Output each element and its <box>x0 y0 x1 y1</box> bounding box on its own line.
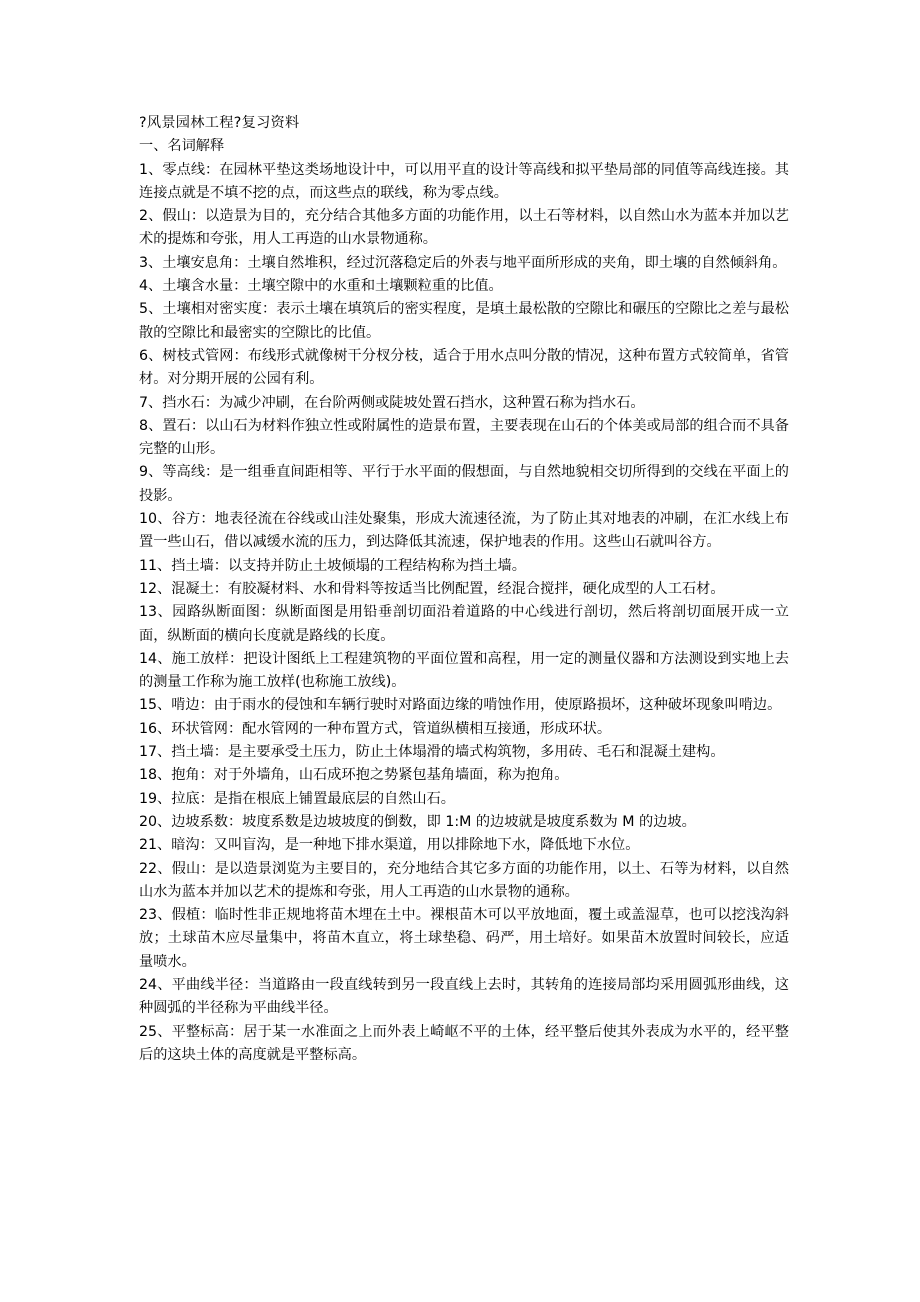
term-entry: 5、土壤相对密实度：表示土壤在填筑后的密实程度，是填土最松散的空隙比和碾压的空隙比之差与最松散的空隙比和最密实的空隙比的比值。 <box>139 301 789 341</box>
term-entry: 10、谷方：地表径流在谷线或山洼处聚集，形成大流速径流，为了防止其对地表的冲刷，在汇水线上布置一些山石，借以减缓水流的压力，到达降低其流速，保护地表的作用。这些山石就叫谷方。 <box>139 511 789 551</box>
term-entry: 1、零点线：在园林平垫这类场地设计中，可以用平直的设计等高线和拟平垫局部的同值等高线连接。其连接点就是不填不挖的点，而这些点的联线，称为零点线。 <box>139 161 789 201</box>
term-entry: 14、施工放样：把设计图纸上工程建筑物的平面位置和高程，用一定的测量仪器和方法测设到实地上去的测量工作称为施工放样(也称施工放线)。 <box>139 650 789 691</box>
document-title: ?风景园林工程?复习资料 <box>139 115 300 131</box>
term-entry: 25、平整标高：居于某一水准面之上而外表上崎岖不平的土体，经平整后使其外表成为水平的，经平整后的这块土体的高度就是平整标高。 <box>139 1023 789 1063</box>
term-entry: 23、假植：临时性非正规地将苗木埋在土中。裸根苗木可以平放地面，覆土或盖湿草，也可以挖浅沟斜放；土球苗木应尽量集中，将苗木直立，将土球垫稳、码严，用土培好。如果苗木放置时间较长，应适量喷水。 <box>139 907 789 970</box>
term-entry: 3、土壤安息角：土壤自然堆积，经过沉落稳定后的外表与地平面所形成的夹角，即土壤的自然倾斜角。 <box>139 254 787 271</box>
term-entry: 9、等高线：是一组垂直间距相等、平行于水平面的假想面，与自然地貌相交切所得到的交线在平面上的投影。 <box>139 464 789 504</box>
term-entry: 12、混凝土：有胶凝材料、水和骨料等按适当比例配置，经混合搅拌，硬化成型的人工石材。 <box>139 580 725 597</box>
term-entry: 6、树枝式管网：布线形式就像树干分杈分枝，适合于用水点叫分散的情况，这种布置方式较简单，省管材。对分期开展的公园有利。 <box>139 347 789 388</box>
term-entry: 4、土壤含水量：土壤空隙中的水重和土壤颗粒重的比值。 <box>139 278 503 295</box>
term-entry: 24、平曲线半径：当道路由一段直线转到另一段直线上去时，其转角的连接局部均采用圆弧形曲线，这种圆弧的半径称为平曲线半径。 <box>139 976 789 1017</box>
term-entry: 20、边坡系数：坡度系数是边坡坡度的倒数，即 1:M 的边坡就是坡度系数为 M 的边坡。 <box>139 813 696 830</box>
document-page <box>139 112 789 1067</box>
term-entry: 17、挡土墙：是主要承受土压力，防止土体塌滑的墙式构筑物，多用砖、毛石和混凝土建构。 <box>139 744 725 761</box>
term-entry: 22、假山：是以造景浏览为主要目的，充分地结合其它多方面的功能作用，以土、石等为材料，以自然山水为蓝本并加以艺术的提炼和夸张，用人工再造的山水景物的通称。 <box>139 860 789 900</box>
term-entry: 2、假山：以造景为目的，充分结合其他多方面的功能作用，以土石等材料，以自然山水为蓝本并加以艺术的提炼和夸张，用人工再造的山水景物通称。 <box>139 208 789 248</box>
section-heading: 一、名词解释 <box>139 138 225 155</box>
term-entry: 18、抱角：对于外墙角，山石成环抱之势紧包基角墙面，称为抱角。 <box>139 767 569 784</box>
term-entry: 16、环状管网：配水管网的一种布置方式，管道纵横相互接通，形成环状。 <box>139 720 612 737</box>
term-entry: 13、园路纵断面图：纵断面图是用铅垂剖切面沿着道路的中心线进行剖切，然后将剖切面展开成一立面，纵断面的横向长度就是路线的长度。 <box>139 604 789 644</box>
term-entry: 7、挡水石：为减少冲刷，在台阶两侧或陡坡处置石挡水，这种置石称为挡水石。 <box>139 394 645 411</box>
term-entry: 15、啃边：由于雨水的侵蚀和车辆行驶时对路面边缘的啃蚀作用，使原路损坏，这种破坏现象叫啃边。 <box>139 697 782 714</box>
term-entry: 11、挡土墙：以支持并防止土坡倾塌的工程结构称为挡土墙。 <box>139 557 526 574</box>
term-entry: 19、拉底：是指在根底上铺置最底层的自然山石。 <box>139 790 455 807</box>
term-entry: 8、置石：以山石为材料作独立性或附属性的造景布置，主要表现在山石的个体美或局部的组合而不具备完整的山形。 <box>139 417 789 458</box>
term-entry: 21、暗沟：又叫盲沟，是一种地下排水渠道，用以排除地下水，降低地下水位。 <box>139 837 640 854</box>
